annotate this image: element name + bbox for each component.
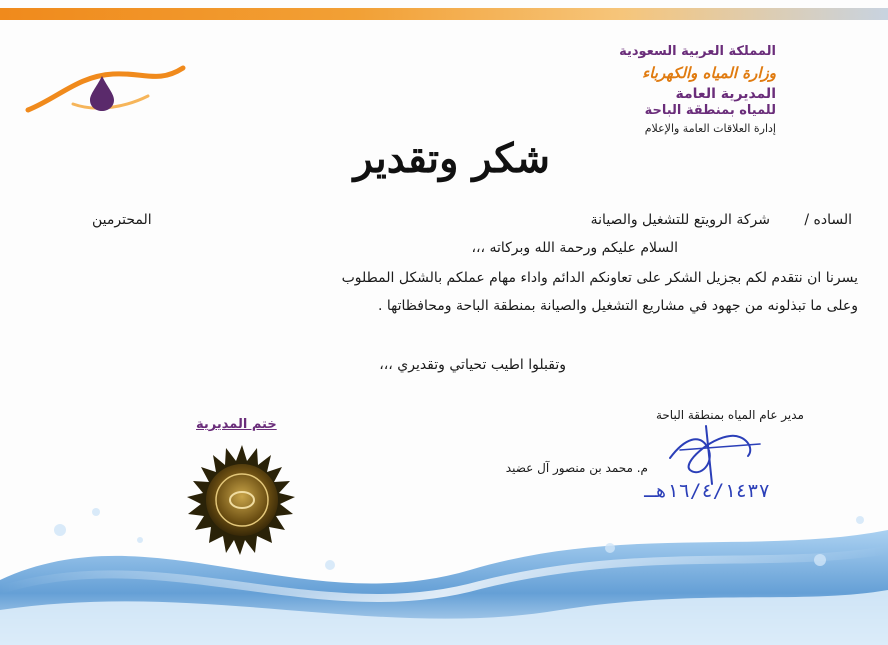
honorific: المحترمين: [92, 212, 152, 228]
letter-line-2: وعلى ما تبذلونه من جهود في مشاريع التشغيل والصيانة بمنطقة الباحة ومحافظاتها .: [378, 298, 858, 314]
recipient-name: شركة الرويتع للتشغيل والصيانة: [590, 212, 770, 228]
water-bubble: [814, 554, 826, 566]
signature-date: ١٦/٤/١٤٣٧هـ: [644, 480, 770, 502]
letter-line-1: يسرنا ان نتقدم لكم بجزيل الشكر على تعاونكم الدائم واداء مهام عملكم بالشكل المطلوب: [341, 270, 858, 286]
signatory-title: مدير عام المياه بمنطقة الباحة: [655, 408, 804, 422]
certificate-title: شكر وتقدير: [353, 135, 550, 182]
water-bubble: [92, 508, 100, 516]
header-ministry: وزارة المياه والكهرباء: [642, 64, 776, 82]
header-kingdom: المملكة العربية السعودية: [619, 44, 776, 59]
water-bubble: [54, 524, 66, 536]
water-bubble: [605, 543, 615, 553]
closing: وتقبلوا اطيب تحياتي وتقديري ،،،: [379, 357, 566, 373]
signatory-name: م. محمد بن منصور آل عضيد: [505, 461, 648, 475]
salutation-prefix: الساده /: [804, 212, 852, 228]
top-color-band: [0, 8, 888, 20]
water-bubble: [137, 537, 143, 543]
logo-drop: [90, 76, 114, 111]
header-department: إدارة العلاقات العامة والإعلام: [644, 122, 776, 135]
water-bubble: [856, 516, 864, 524]
header-directorate: المديرية العامة: [675, 86, 776, 102]
water-drop-logo: [18, 58, 188, 122]
greeting: السلام عليكم ورحمة الله وبركاته ،،،: [471, 240, 678, 256]
stamp-label: ختم المديرية: [196, 417, 277, 432]
water-splash-decoration: [0, 470, 888, 645]
header-region: للمياه بمنطقة الباحة: [644, 103, 776, 118]
water-bubble: [325, 560, 335, 570]
